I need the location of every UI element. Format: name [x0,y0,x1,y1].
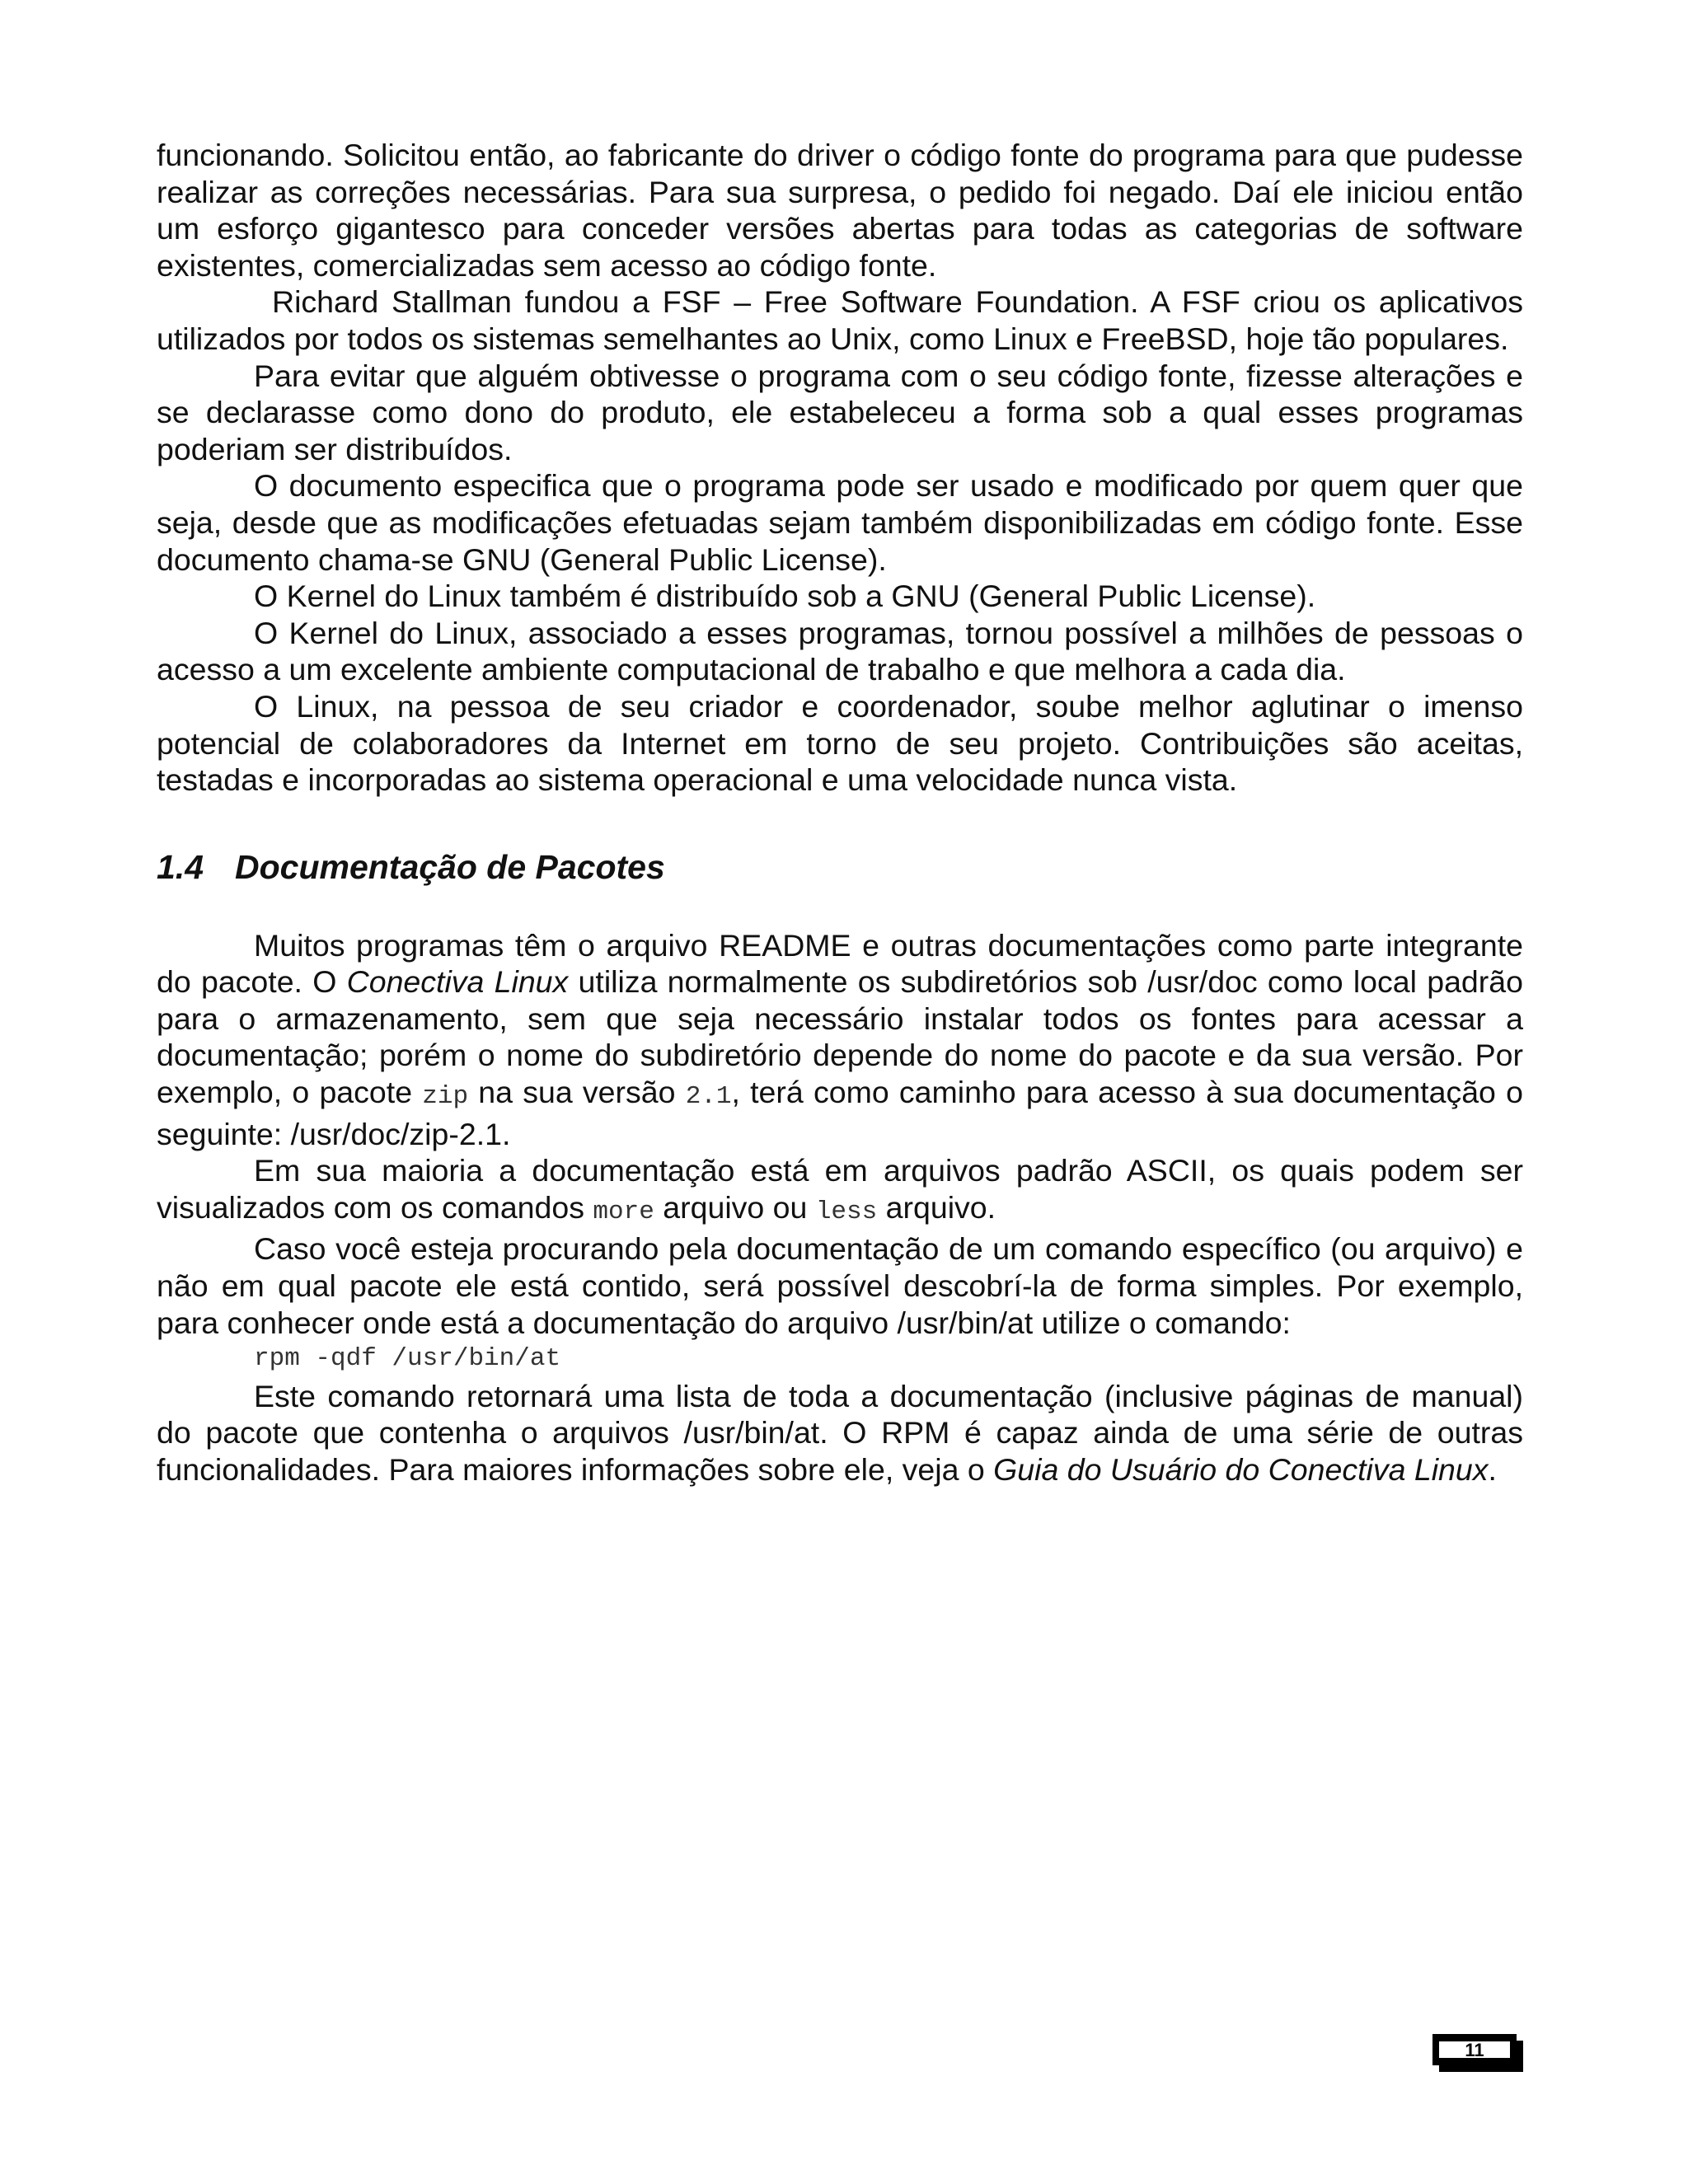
page-number-badge [1432,2034,1523,2072]
text-run: Muitos programas têm o arquivo README e outras documentações como parte integrante do pacote. O [157,927,1523,1000]
paragraph: O Kernel do Linux, associado a esses programas, tornou possível a milhões de pessoas o acesso a um excelente ambiente computacional de trabalho e que melhora a cada dia. [157,615,1523,687]
paragraph: Caso você esteja procurando pela documentação de um comando específico (ou arquivo) e não em qual pacote ele está contido, será possível descobrí-la de forma simples. Por exemplo, para conhecer onde está a documentação do arquivo /usr/bin/at utilize o comando: [157,1231,1523,1340]
paragraph: O Linux, na pessoa de seu criador e coordenador, soube melhor aglutinar o imenso potencial de colaboradores da Internet em torno de seu projeto. Contribuições são aceitas, testadas e incorporadas ao sistema operacional e uma velocidade nunca vista. [157,688,1523,798]
inline-code: more [593,1197,654,1226]
code-block: rpm -qdf /usr/bin/at [254,1344,561,1374]
text-run: na sua versão [468,1075,686,1110]
inline-code: less [815,1197,878,1226]
text-run: Este comando retornará uma lista de toda a documentação (inclusive páginas de manual) do pacote que contenha o arquivos /usr/bin/at. O RPM é capaz ainda de uma série de outras funcionalidades. Para maiores informações sobre ele, veja o [157,1378,1523,1487]
paragraph: funcionando. Solicitou então, ao fabricante do driver o código fonte do programa para que pudesse realizar as correções necessárias. Para sua surpresa, o pedido foi negado. Daí ele iniciou então um esforço gigantesco para conceder versões abertas para todas as categorias de software existentes, comercializadas sem acesso ao código fonte. [157,138,1523,283]
paragraph [157,1378,1523,1488]
text-run: arquivo. [877,1189,996,1225]
document-page [157,137,1523,1488]
paragraph [157,1152,1523,1230]
text-run: . [1488,1452,1497,1487]
section-number: 1.4 [157,847,204,886]
text-run: arquivo ou [654,1189,816,1225]
book-title: Guia do Usuário do Conectiva Linux [993,1452,1489,1487]
page-number: 11 [1465,2040,1484,2060]
paragraph: O documento especifica que o programa pode ser usado e modificado por quem quer que seja, desde que as modificações efetuadas sejam também disponibilizadas em código fonte. Esse documento chama-se GNU (General Public License). [157,468,1523,577]
text-run: utiliza normalmente os subdiretórios sob /usr/doc como local padrão para o armazenamento, sem que seja necessário instalar todos os fontes para acessar a documentação; porém o nome do subdiretório depende do nome do pacote e da sua versão. Por exemplo, o pacote [157,964,1523,1110]
section-heading [157,846,1523,888]
paragraph [157,927,1523,1153]
inline-code: 2.1 [685,1082,732,1112]
text-run: Em sua maioria a documentação está em arquivos padrão ASCII, os quais podem ser visualizados com os comandos [157,1153,1523,1225]
text-run: , terá como caminho para acesso à sua documentação o seguinte: /usr/doc/zip-2.1. [157,1075,1523,1151]
inline-code: zip [422,1082,469,1112]
paragraph: O Kernel do Linux também é distribuído sob a GNU (General Public License). [254,579,1316,614]
section-title: Documentação de Pacotes [235,847,665,886]
paragraph: Para evitar que alguém obtivesse o programa com o seu código fonte, fizesse alterações e se declarasse como dono do produto, ele estabeleceu a forma sob a qual esses programas poderiam ser distribuídos. [157,358,1523,466]
product-name: Conectiva Linux [346,964,569,1000]
paragraph: Richard Stallman fundou a FSF – Free Software Foundation. A FSF criou os aplicativos utilizados por todos os sistemas semelhantes ao Unix, como Linux e FreeBSD, hoje tão populares. [157,284,1523,356]
